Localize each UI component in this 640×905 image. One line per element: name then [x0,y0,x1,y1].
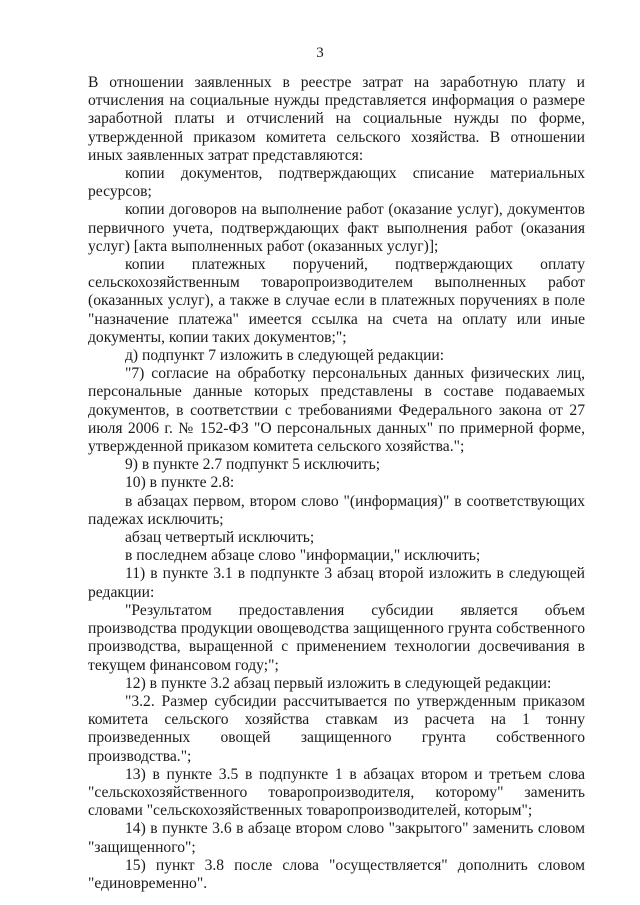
document-body [88,74,585,893]
page-number: 3 [316,45,324,61]
paragraph: "Результатом предоставления субсидии является объем производства продукции овощеводства защищенного грунта собственного производства, выращенной с применением технологии досвечивания в текущем финансовом году;"; [88,601,585,674]
paragraph: В отношении заявленных в реестре затрат на заработную плату и отчисления на социальные нужды представляется информация о размере заработной платы и отчислений на социальные нужды по форме, утвержденной приказом комитета сельского хозяйства. В отношении иных заявленных затрат представляются: [88,74,585,164]
paragraph: 9) в пункте 2.7 подпункт 5 исключить; [125,456,381,474]
paragraph: копии документов, подтверждающих списание материальных ресурсов; [88,165,585,201]
paragraph: 14) в пункте 3.6 в абзаце втором слово "закрытого" заменить словом "защищенного"; [88,820,585,856]
paragraph: копии договоров на выполнение работ (оказание услуг), документов первичного учета, подтверждающих факт выполнения работ (оказания услуг) [акта выполненных работ (оказанных услуг)]; [88,201,585,255]
paragraph: 15) пункт 3.8 после слова "осуществляется" дополнить словом "единовременно". [88,856,585,892]
paragraph: "7) согласие на обработку персональных данных физических лиц, персональные данные которых представлены в составе подаваемых документов, в соответствии с требованиями Федерального закона от 27 июля 2006 г. № 152-ФЗ "О персональных данных" по примерной форме, утвержденной приказом комитета сельского хозяйства."; [88,365,585,456]
paragraph: д) подпункт 7 изложить в следующей редакции: [125,347,445,365]
paragraph: в последнем абзаце слово "информации," исключить; [125,547,481,565]
paragraph: 13) в пункте 3.5 в подпункте 1 в абзацах втором и третьем слова "сельскохозяйственного товаропроизводителя, которому" заменить словами "сельскохозяйственных товаропроизводителей, которым"; [88,765,585,820]
paragraph: 12) в пункте 3.2 абзац первый изложить в следующей редакции: [125,674,552,692]
paragraph: абзац четвертый исключить; [125,529,315,547]
paragraph: в абзацах первом, втором слово "(информация)" в соответствующих падежах исключить; [88,492,585,528]
paragraph: 10) в пункте 2.8: [125,474,235,492]
paragraph: "3.2. Размер субсидии рассчитывается по утвержденным приказом комитета сельского хозяйства ставкам из расчета на 1 тонну произведенных овощей защищенного грунта собственного производства."; [88,692,585,765]
paragraph: 11) в пункте 3.1 в подпункте 3 абзац второй изложить в следующей редакции: [88,565,585,601]
paragraph: копии платежных поручений, подтверждающих оплату сельскохозяйственным товаропроизводителем выполненных работ (оказанных услуг), а также в случае если в платежных поручениях в поле "назначение платежа" имеется ссылка на счета на оплату или иные документы, копии таких документов;"; [88,256,585,346]
